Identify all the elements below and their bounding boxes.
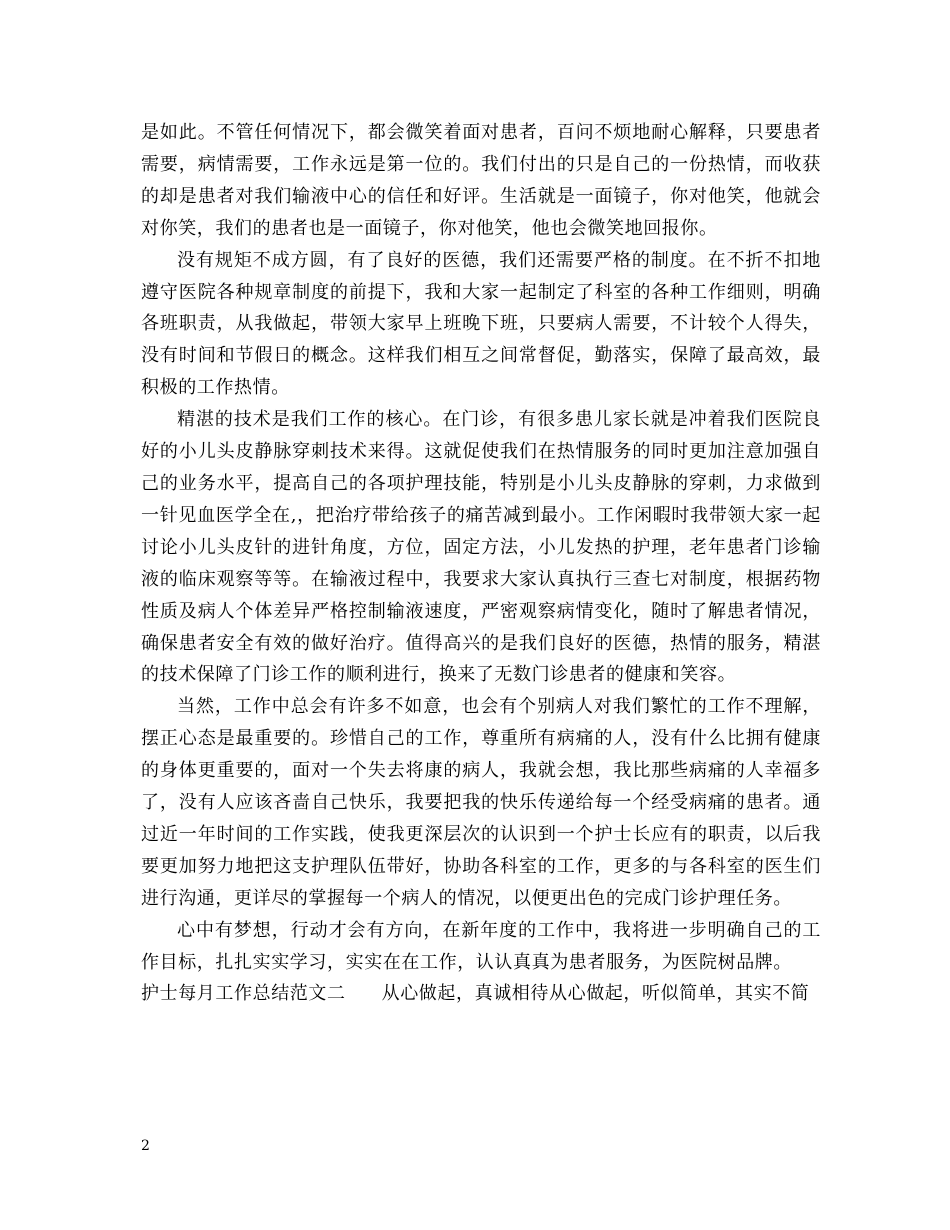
paragraph-skills: 精湛的技术是我们工作的核心。在门诊，有很多患儿家长就是冲着我们医院良好的小儿头皮静脉穿刺技术来得。这就促使我们在热情服务的同时更加注意加强自己的业务水平，提高自己的各项护理技能，特别是小儿头皮静脉的穿刺，力求做到一针见血医学全在,，把治疗带给孩子的痛苦减到最小。工作闲暇时我带领大家一起讨论小儿头皮针的进针角度，方位，固定方法，小儿发热的护理，老年患者门诊输液的临床观察等等。在输液过程中，我要求大家认真执行三查七对制度，根据药物性质及病人个体差异严格控制输液速度，严密观察病情变化，随时了解患者情况，确保患者安全有效的做好治疗。值得高兴的是我们良好的医德，热情的服务，精湛的技术保障了门诊工作的顺利进行，换来了无数门诊患者的健康和笑容。: [141, 409, 821, 686]
document-body: [141, 117, 821, 1010]
page-number: 2: [141, 1138, 150, 1154]
paragraph-goals: 心中有梦想，行动才会有方向，在新年度的工作中，我将进一步明确自己的工作目标，扎扎实实学习，实实在在工作，认认真真为患者服务，为医院树品牌。: [141, 919, 821, 973]
paragraph-rules: 没有规矩不成方圆，有了良好的医德，我们还需要严格的制度。在不折不扣地遵守医院各种规章制度的前提下，我和大家一起制定了科室的各种工作细则，明确各班职责，从我做起，带领大家早上班晚下班，只要病人需要，不计较个人得失，没有时间和节假日的概念。这样我们相互之间常督促，勤落实，保障了最高效，最积极的工作热情。: [141, 249, 821, 399]
paragraph-continued: 是如此。不管任何情况下，都会微笑着面对患者，百问不烦地耐心解释，只要患者需要，病情需要，工作永远是第一位的。我们付出的只是自己的一份热情，而收获的却是患者对我们输液中心的信任和好评。生活就是一面镜子，你对他笑，他就会对你笑，我们的患者也是一面镜子，你对他笑，他也会微笑地回报你。: [141, 122, 821, 239]
closing-line: [141, 978, 821, 1010]
paragraph-attitude: 当然，工作中总会有许多不如意，也会有个别病人对我们繁忙的工作不理解，摆正心态是最重要的。珍惜自己的工作，尊重所有病痛的人，没有什么比拥有健康的身体更重要的，面对一个失去将康的病人，我就会想，我比那些病痛的人幸福多了，没有人应该吝啬自己快乐，我要把我的快乐传递给每一个经受病痛的患者。通过近一年时间的工作实践，使我更深层次的认识到一个护士长应有的职责，以后我要更加努力地把这支护理队伍带好，协助各科室的工作，更多的与各科室的医生们进行沟通，更详尽的掌握每一个病人的情况，以便更出色的完成门诊护理任务。: [141, 696, 821, 909]
section-opening-text: 从心做起，真诚相待从心做起，听似简单，其实不简: [381, 983, 810, 1005]
section-title: 护士每月工作总结范文二: [141, 983, 346, 1005]
